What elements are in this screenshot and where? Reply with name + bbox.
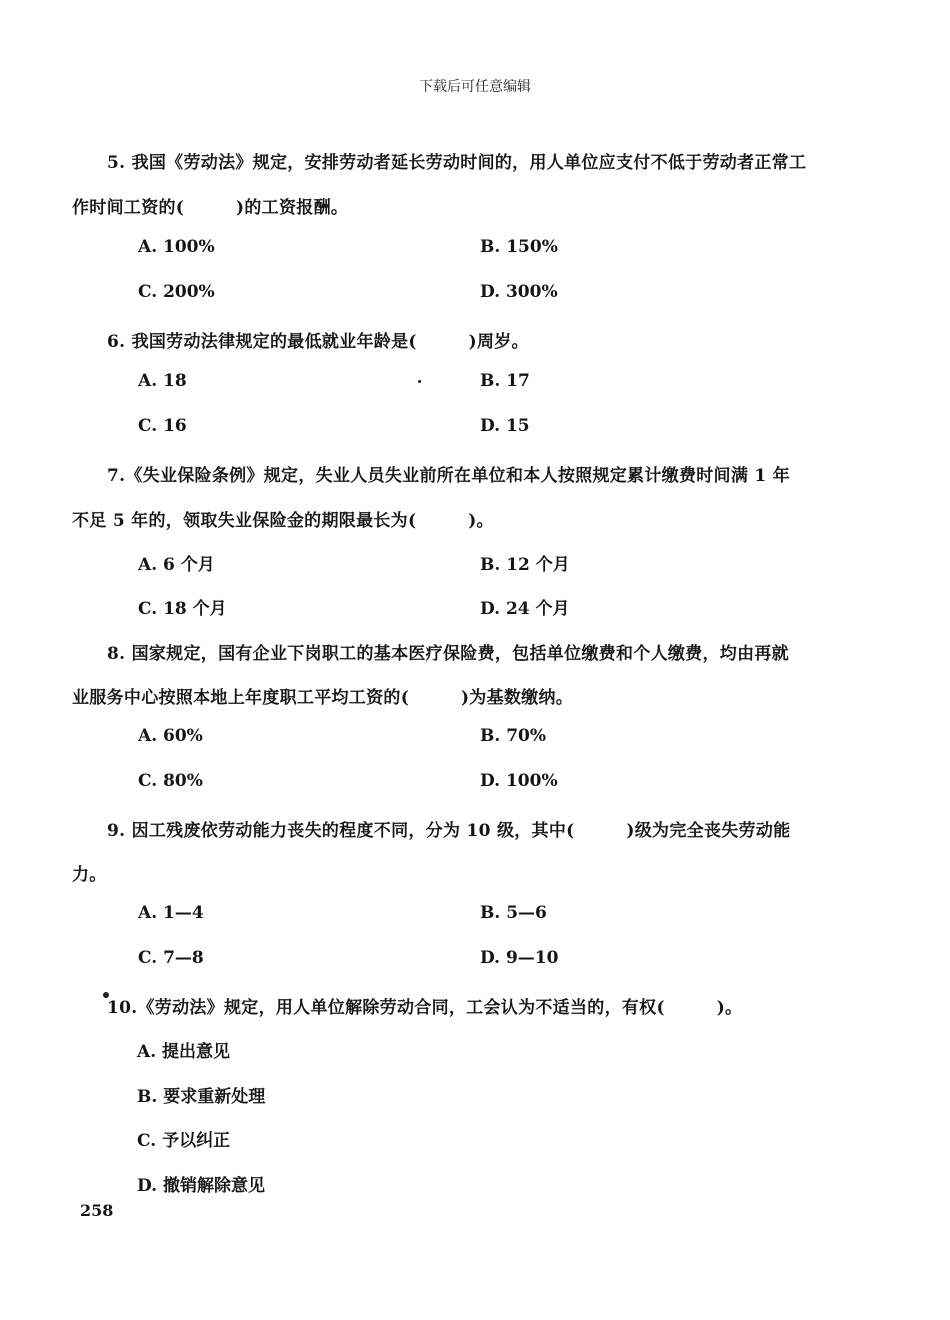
- stray-dot: [418, 380, 421, 383]
- q6-option-b: B. 17: [480, 371, 530, 391]
- q8-option-a: A. 60%: [138, 726, 203, 746]
- q5-option-c: C. 200%: [138, 282, 215, 302]
- q9-option-c: C. 7—8: [138, 948, 204, 968]
- q8-option-c: C. 80%: [138, 771, 203, 791]
- q7-option-d: D. 24 个月: [480, 599, 570, 619]
- page-header: 下载后可任意编辑: [419, 79, 531, 95]
- q8-line-2: 业服务中心按照本地上年度职工平均工资的( )为基数缴纳。: [72, 688, 574, 708]
- q7-option-c: C. 18 个月: [138, 599, 227, 619]
- page-number: 258: [80, 1201, 114, 1220]
- q5-line-2: 作时间工资的( )的工资报酬。: [72, 198, 349, 218]
- q7-line-2: 不足 5 年的，领取失业保险金的期限最长为( )。: [72, 511, 494, 531]
- q10-option-c: C. 予以纠正: [137, 1131, 231, 1151]
- q5-option-b: B. 150%: [480, 237, 558, 257]
- q7-option-b: B. 12 个月: [480, 555, 570, 575]
- q9-option-d: D. 9—10: [480, 948, 559, 968]
- q5-option-a: A. 100%: [138, 237, 215, 257]
- q7-line-1: 7.《失业保险条例》规定，失业人员失业前所在单位和本人按照规定累计缴费时间满 1 年: [107, 466, 791, 486]
- q10-option-b: B. 要求重新处理: [137, 1087, 266, 1107]
- q8-line-1: 8. 国家规定，国有企业下岗职工的基本医疗保险费，包括单位缴费和个人缴费，均由再就: [107, 644, 789, 664]
- q6-option-a: A. 18: [138, 371, 187, 391]
- q6-option-d: D. 15: [480, 416, 530, 436]
- q10-option-d: D. 撤销解除意见: [137, 1176, 265, 1196]
- q10-line-1: 10.《劳动法》规定，用人单位解除劳动合同，工会认为不适当的，有权( )。: [107, 998, 743, 1018]
- q6-option-c: C. 16: [138, 416, 187, 436]
- q5-option-d: D. 300%: [480, 282, 558, 302]
- q7-option-a: A. 6 个月: [138, 555, 215, 575]
- q9-option-b: B. 5—6: [480, 903, 547, 923]
- q8-option-b: B. 70%: [480, 726, 547, 746]
- q5-line-1: 5. 我国《劳动法》规定，安排劳动者延长劳动时间的，用人单位应支付不低于劳动者正常工: [107, 153, 807, 173]
- q9-option-a: A. 1—4: [138, 903, 204, 923]
- q10-option-a: A. 提出意见: [137, 1042, 231, 1062]
- q9-line-2: 力。: [72, 865, 107, 885]
- q9-line-1: 9. 因工残废依劳动能力丧失的程度不同，分为 10 级，其中( )级为完全丧失劳动能: [107, 821, 791, 841]
- q8-option-d: D. 100%: [480, 771, 558, 791]
- q6-line-1: 6. 我国劳动法律规定的最低就业年龄是( )周岁。: [107, 332, 529, 352]
